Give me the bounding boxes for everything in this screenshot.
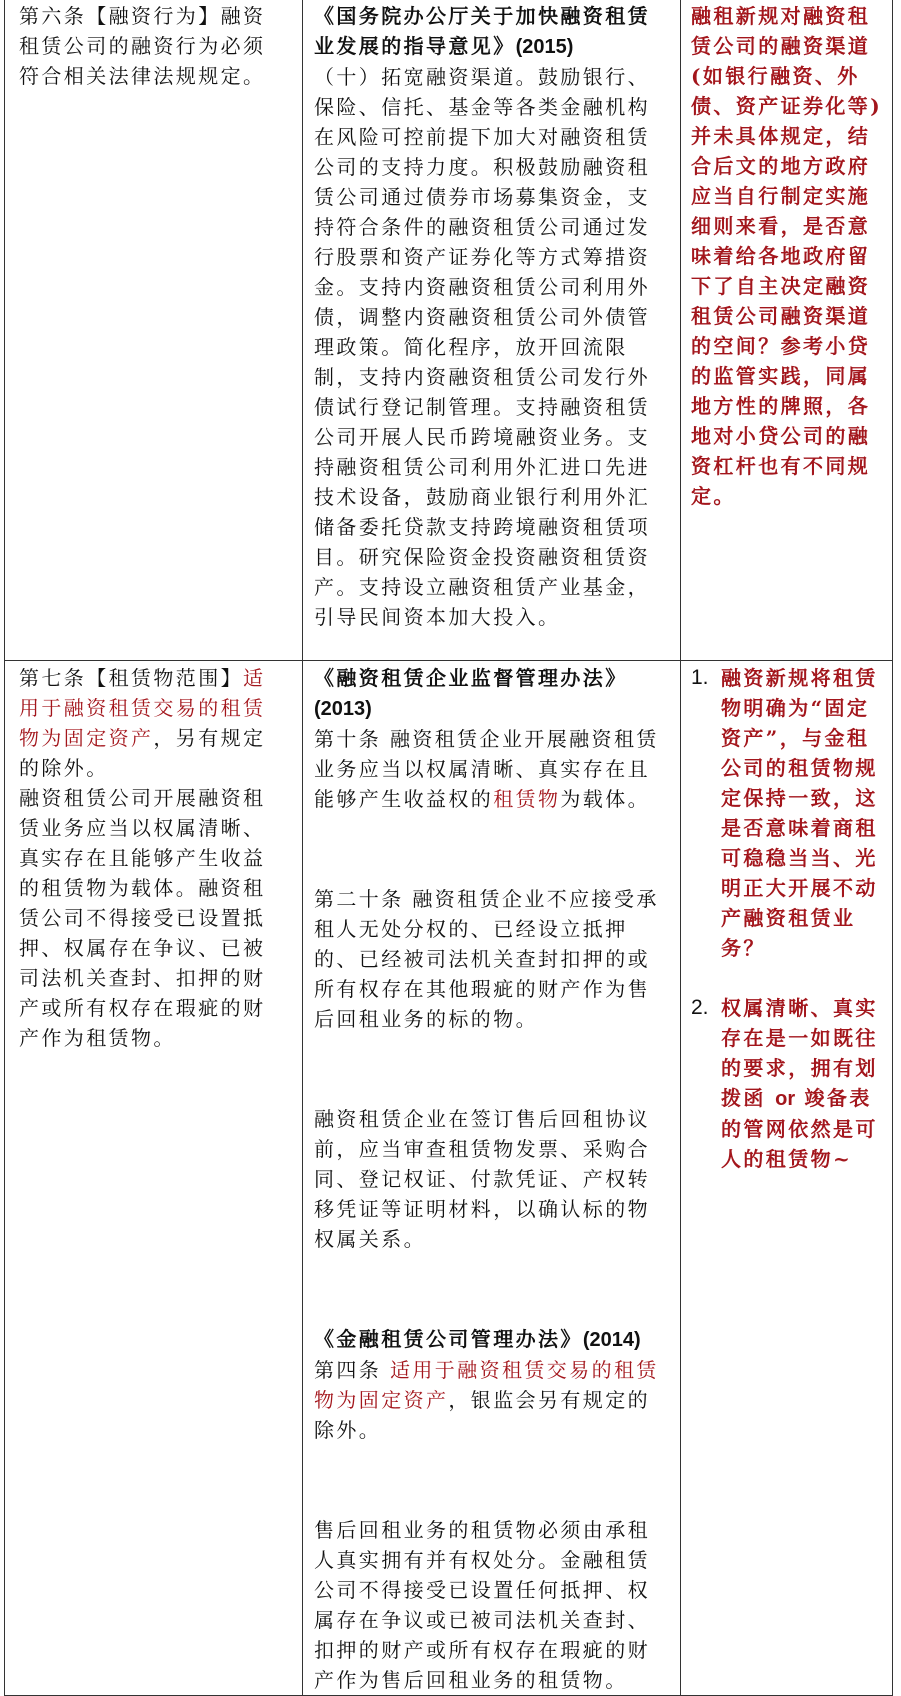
paragraph — [19, 663, 277, 783]
comment-text: 融租新规对融资租赁公司的融资渠道(如银行融资、外债、资产证券化等)并未具体规定，结合后文的地方政府应当自行制定实施细则来看，是否意味着给各地政府留下了自主决定融资租赁公司融资渠道的空间？参考小贷的监管实践，同属地方性的牌照，各地对小贷公司的融资杠杆也有不同规定。 — [691, 4, 883, 508]
table-row — [5, 661, 893, 1696]
text-run: (2014) — [582, 1329, 641, 1351]
spacer — [314, 1465, 660, 1495]
text-run: 《国务院办公厅关于加快融资租赁业发展的指导意见》 — [314, 4, 650, 58]
text-run: 第十条 融资租赁企业开展融资租赁业务应当以权属清晰、真实存在且能够产生收益权的 — [314, 727, 659, 811]
highlighted-text: 租赁物 — [493, 787, 561, 811]
paragraph — [314, 62, 660, 632]
list-number: 1. — [691, 666, 709, 689]
text-run: 权属清晰、真实存在是一如既往的要求，拥有划拨函 — [721, 996, 878, 1110]
paragraph — [314, 724, 660, 814]
spacer — [314, 1054, 660, 1084]
text-run: 为载体。 — [560, 787, 651, 811]
text-run: （十）拓宽融资渠道。鼓励银行、保险、信托、基金等各类金融机构在风险可控前提下加大对融资租赁公司的支持力度。积极鼓励融资租赁公司通过债券市场募集资金，支持符合条件的融资租赁公司通过发行股票和资产证券化等方式筹措资金。支持内资融资租赁公司利用外债，调整内资融资租赁公司外债管理政策。简化程序，放开回流限制，支持内资融资租赁公司发行外债试行登记制管理。支持融资租赁公司开展人民币跨境融资业务。支持融资租赁公司利用外汇进口先进技术设备，鼓励商业银行利用外汇储备委托贷款支持跨境融资租赁项目。研究保险资金投资融资租赁资产。支持设立融资租赁产业基金，引导民间资本加大投入。 — [314, 65, 650, 629]
paragraph — [314, 663, 660, 724]
text-run: or — [775, 1088, 796, 1110]
regulation-comparison-table — [4, 0, 893, 1696]
new-rule-cell — [5, 661, 303, 1696]
paragraph — [314, 1, 660, 62]
text-run: ，另有规定的除外。 — [19, 726, 266, 780]
text-run: 第四条 — [314, 1358, 390, 1382]
text-run: 第六条【融资行为】融资租赁公司的融资行为必须符合相关法律法规规定。 — [19, 4, 266, 88]
list-text — [721, 993, 885, 1174]
paragraph — [314, 1355, 660, 1445]
text-run: 第七条【租赁物范围】 — [19, 666, 243, 690]
spacer — [691, 963, 885, 993]
text-run: 竣备表的管网依然是可人的租赁物~ — [721, 1086, 878, 1171]
list-item — [691, 993, 885, 1174]
existing-rule-cell — [303, 661, 681, 1696]
list-number: 2. — [691, 996, 709, 1019]
text-run: 《融资租赁企业监督管理办法》 — [314, 666, 628, 690]
spacer — [314, 1274, 660, 1304]
paragraph — [314, 1515, 660, 1695]
highlighted-text: 适用于融资租赁交易的租赁物为固定资产 — [314, 1358, 659, 1412]
text-run: 融资租赁公司开展融资租赁业务应当以权属清晰、真实存在且能够产生收益的租赁物为载体。融资租赁公司不得接受已设置抵押、权属存在争议、已被司法机关查封、扣押的财产或所有权存在瑕疵的财产作为租赁物。 — [19, 786, 266, 1050]
paragraph — [314, 1104, 660, 1254]
text-run: (2013) — [314, 698, 372, 720]
highlighted-text: 适用于融资租赁交易的租赁物为固定资产 — [19, 666, 266, 750]
text-run: 第二十条 融资租赁企业不应接受承租人无处分权的、已经设立抵押的、已经被司法机关查封扣押的或所有权存在其他瑕疵的财产作为售后回租业务的标的物。 — [314, 887, 659, 1031]
table-row — [5, 0, 893, 661]
comment-cell — [681, 661, 893, 1696]
text-run: 《金融租赁公司管理办法》 — [314, 1327, 583, 1351]
comment-list — [691, 663, 885, 1174]
paragraph — [314, 1324, 660, 1355]
paragraph — [314, 884, 660, 1034]
comment-cell — [681, 0, 893, 661]
text-run: 售后回租业务的租赁物必须由承租人真实拥有并有权处分。金融租赁公司不得接受已设置任何抵押、权属存在争议或已被司法机关查封、扣押的财产或所有权存在瑕疵的财产作为售后回租业务的租赁物。 — [314, 1518, 650, 1692]
list-item — [691, 663, 885, 963]
text-run: 融资租赁企业在签订售后回租协议前，应当审查租赁物发票、采购合同、登记权证、付款凭证、产权转移凭证等证明材料，以确认标的物权属关系。 — [314, 1107, 650, 1251]
spacer — [314, 834, 660, 864]
text-run: ，银监会另有规定的除外。 — [314, 1388, 651, 1442]
new-rule-cell — [5, 0, 303, 661]
paragraph — [19, 783, 277, 1053]
paragraph — [19, 1, 277, 91]
existing-rule-cell — [303, 0, 681, 661]
list-text: 融资新规将租赁物明确为“固定资产”，与金租公司的租赁物规定保持一致，这是否意味着商租可稳稳当当、光明正大开展不动产融资租赁业务？ — [721, 666, 878, 960]
text-run: (2015) — [515, 36, 574, 58]
